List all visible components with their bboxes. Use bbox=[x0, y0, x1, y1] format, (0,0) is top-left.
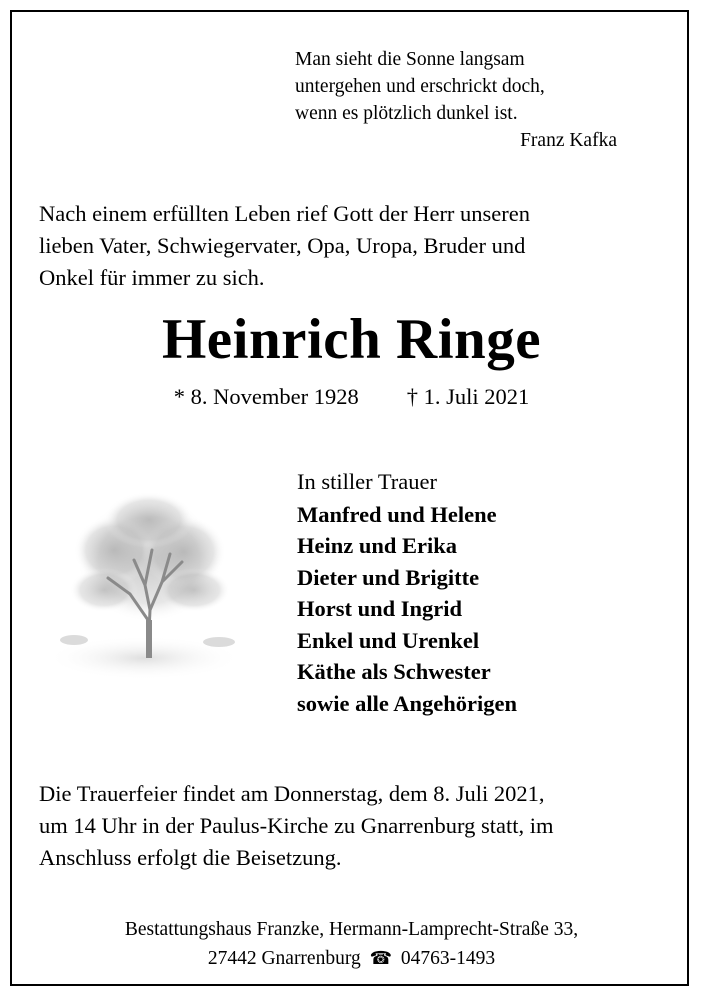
mourner-entry: sowie alle Angehörigen bbox=[297, 690, 517, 716]
kafka-quote bbox=[295, 46, 625, 154]
ceremony-line: Anschluss erfolgt die Beisetzung. bbox=[39, 845, 342, 870]
life-dates bbox=[12, 382, 691, 412]
funeral-home-address: Bestattungshaus Franzke, Hermann-Lamprecht-Straße 33, bbox=[124, 919, 579, 940]
mourner-entry: Manfred und Helene bbox=[297, 501, 497, 527]
intro-line: Nach einem erfüllten Leben rief Gott der Herr unseren bbox=[39, 201, 531, 226]
deceased-name: Heinrich Ringe bbox=[161, 308, 542, 371]
mourner-entry: Horst und Ingrid bbox=[297, 596, 463, 621]
intro-line: lieben Vater, Schwiegervater, Opa, Uropa, Bruder und bbox=[39, 233, 526, 258]
mourners-block bbox=[297, 466, 677, 719]
mourning-lead: In stiller Trauer bbox=[297, 469, 437, 494]
quote-author: Franz Kafka bbox=[520, 130, 617, 151]
ceremony-info bbox=[39, 778, 684, 874]
funeral-home-city: 27442 Gnarrenburg bbox=[207, 948, 361, 969]
funeral-home-contact bbox=[12, 944, 691, 973]
obituary-notice bbox=[10, 10, 689, 986]
mourner-entry: Enkel und Urenkel bbox=[297, 627, 480, 653]
mourner-entry: Dieter und Brigitte bbox=[297, 564, 480, 590]
mourner-entry: Käthe als Schwester bbox=[297, 659, 491, 684]
ceremony-line: um 14 Uhr in der Paulus-Kirche zu Gnarrenburg statt, im bbox=[39, 813, 554, 838]
quote-line: wenn es plötzlich dunkel ist. bbox=[295, 103, 518, 124]
birth-date: * 8. November 1928 bbox=[173, 384, 359, 409]
intro-text bbox=[39, 198, 679, 294]
quote-line: untergehen und erschrickt doch, bbox=[295, 76, 545, 97]
ceremony-line: Die Trauerfeier findet am Donnerstag, dem 8. Juli 2021, bbox=[39, 781, 545, 806]
funeral-home-phone: 04763-1493 bbox=[400, 948, 496, 969]
intro-line: Onkel für immer zu sich. bbox=[39, 265, 265, 290]
funeral-home-info bbox=[12, 916, 691, 973]
death-date: † 1. Juli 2021 bbox=[406, 384, 530, 409]
quote-line: Man sieht die Sonne langsam bbox=[295, 49, 525, 70]
telephone-icon: ☎ bbox=[369, 948, 393, 968]
mourner-entry: Heinz und Erika bbox=[297, 533, 458, 558]
tree-image bbox=[44, 490, 244, 690]
